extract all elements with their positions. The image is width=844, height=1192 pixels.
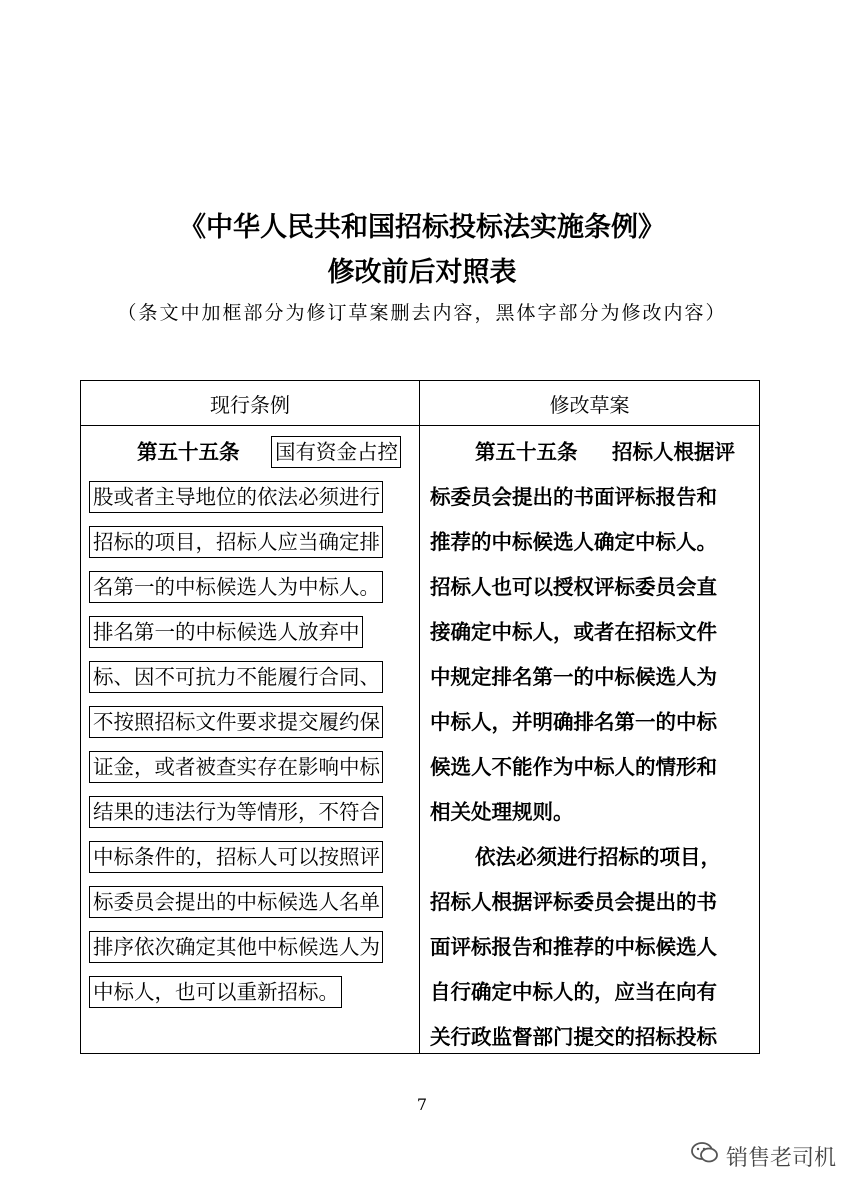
deleted-text-line: 招标的项目，招标人应当确定排 — [89, 526, 383, 558]
column-header-current: 现行条例 — [81, 381, 420, 426]
deleted-text-line: 标、因不可抗力不能履行合同、 — [89, 661, 383, 693]
draft-text-line: 中标人，并明确排名第一的中标 — [430, 710, 717, 734]
deleted-text-line: 不按照招标文件要求提交履约保 — [89, 706, 383, 738]
deleted-text-line: 排名第一的中标候选人放弃中 — [89, 616, 363, 648]
draft-text-line: 中规定排名第一的中标候选人为 — [430, 665, 717, 689]
draft-text-line: 推荐的中标候选人确定中标人。 — [430, 530, 717, 554]
document-note: （条文中加框部分为修订草案删去内容，黑体字部分为修改内容） — [117, 302, 727, 324]
deleted-text-line: 标委员会提出的中标候选人名单 — [89, 886, 383, 918]
comparison-table — [80, 380, 760, 1054]
document-title-line1: 《中华人民共和国招标投标法实施条例》 — [179, 212, 665, 243]
watermark-text: 销售老司机 — [726, 1145, 837, 1171]
deleted-text-line: 中标人，也可以重新招标。 — [89, 976, 342, 1008]
deleted-text-line: 名第一的中标候选人为中标人。 — [89, 571, 383, 603]
document-title-line2: 修改前后对照表 — [327, 257, 517, 288]
watermark — [690, 1140, 836, 1172]
deleted-text-line: 证金，或者被查实存在影响中标 — [89, 751, 383, 783]
draft-text-line: 标委员会提出的书面评标报告和 — [430, 485, 717, 509]
column-header-draft: 修改草案 — [420, 381, 760, 426]
draft-text-line: 招标人根据评 — [612, 440, 735, 464]
draft-text-line: 招标人也可以授权评标委员会直 — [430, 575, 717, 599]
draft-text-line: 招标人根据评标委员会提出的书 — [430, 890, 717, 914]
deleted-text-line: 排序依次确定其他中标候选人为 — [89, 931, 383, 963]
deleted-text-line: 国有资金占控 — [271, 436, 401, 468]
draft-article-heading: 第五十五条 — [475, 440, 578, 464]
draft-text-line: 接确定中标人，或者在招标文件 — [430, 620, 717, 644]
current-article-heading: 第五十五条 — [137, 440, 240, 464]
draft-text-line: 面评标报告和推荐的中标候选人 — [430, 935, 717, 959]
draft-text-line: 依法必须进行招标的项目， — [475, 845, 721, 869]
draft-article-cell — [420, 426, 760, 1054]
draft-text-line: 关行政监督部门提交的招标投标 — [430, 1025, 717, 1049]
draft-text-line: 自行确定中标人的，应当在向有 — [430, 980, 717, 1004]
current-article-cell — [81, 426, 420, 1054]
draft-text-line: 相关处理规则。 — [430, 800, 574, 824]
wechat-icon — [690, 1140, 720, 1172]
deleted-text-line: 股或者主导地位的依法必须进行 — [89, 481, 383, 513]
draft-text-line: 候选人不能作为中标人的情形和 — [430, 755, 717, 779]
page-number: 7 — [416, 1095, 428, 1114]
deleted-text-line: 中标条件的，招标人可以按照评 — [89, 841, 383, 873]
deleted-text-line: 结果的违法行为等情形，不符合 — [89, 796, 383, 828]
